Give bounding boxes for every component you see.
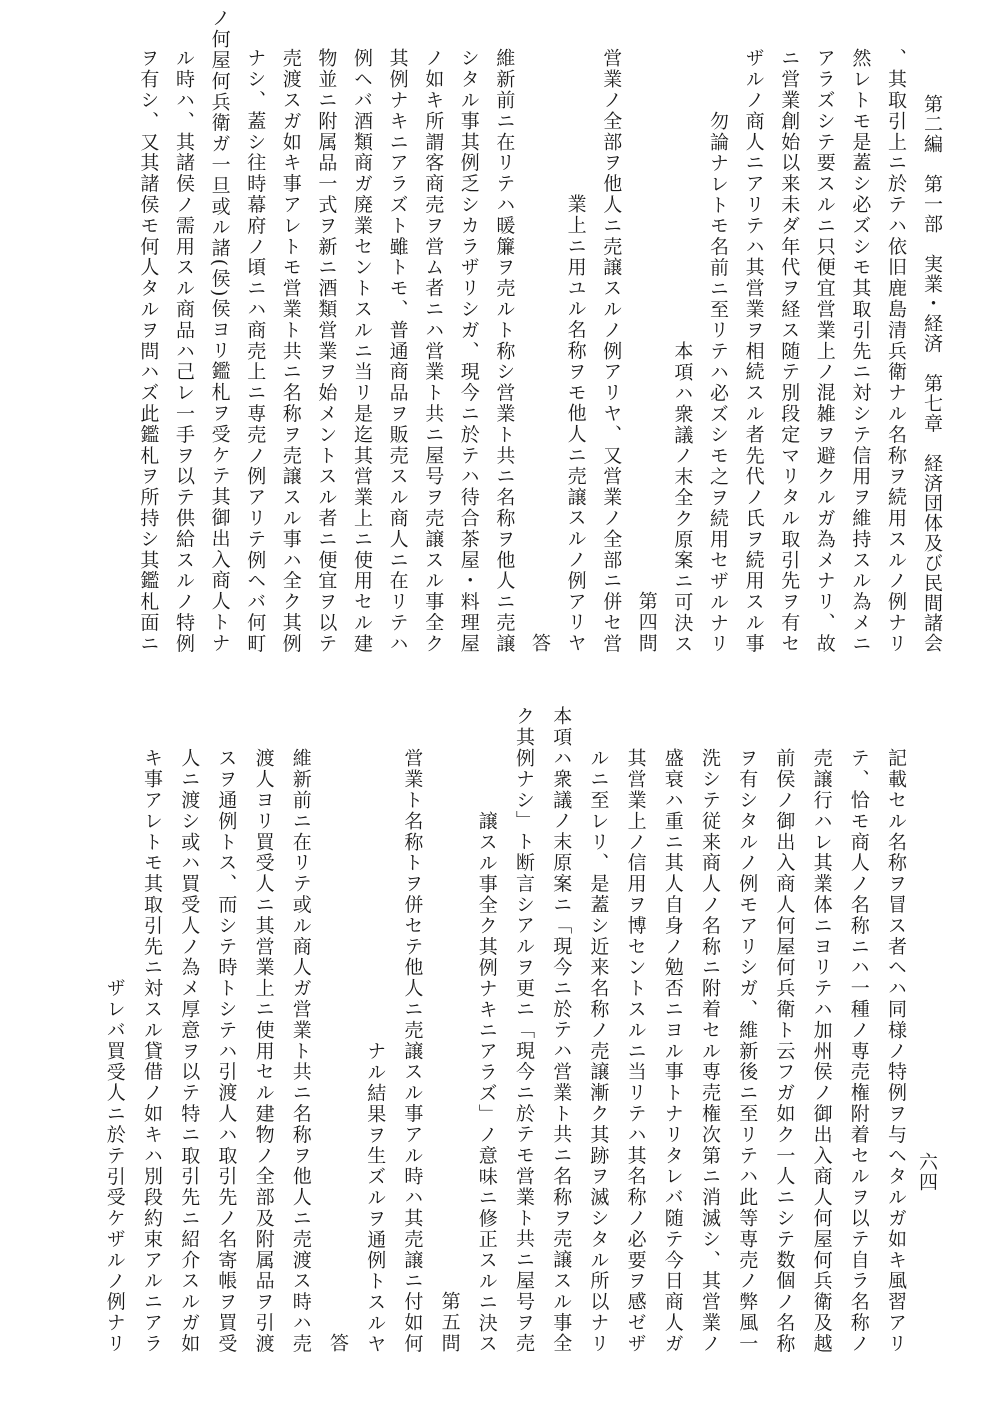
text-column: 売譲行ハレ其業体ニヨリテハ加州侯ノ御出入商人何屋何兵衛及越 [810, 747, 833, 1354]
answer-label: 答 [529, 633, 551, 654]
text-column: 営業ト名称トヲ併セテ他人ニ売譲スル事アル時ハ其売譲ニ付如何 [401, 747, 424, 1354]
text-column: 本項ハ衆議ノ末全ク原案ニ可決ス [671, 340, 694, 654]
text-column: 業上ニ用ユル名称ヲモ他人ニ売譲スルノ例アリヤ [564, 194, 587, 654]
text-column: シタル事其例乏シカラザリシガ、現今ニ於テハ待合茶屋・料理屋 [457, 47, 480, 654]
question-heading: 第五問 [438, 1291, 461, 1354]
text-column: 勿論ナレトモ名前ニ至リテハ必ズシモ之ヲ続用セザルナリ [707, 110, 729, 654]
text-column: 其例ナキニアラズト雖トモ、普通商品ヲ販売スル商人ニ在リテハ [386, 47, 409, 654]
text-column: 本項ハ衆議ノ末原案ニ「現今ニ於テハ営業ト共ニ名称ヲ売譲スル事全 [550, 706, 573, 1354]
text-column: 洗シテ従来商人ノ名称ニ附着セル専売権次第ニ消滅シ、其営業ノ [699, 747, 721, 1354]
text-column: 其取引上ニ於テハ依旧鹿島清兵衛ナル名称ヲ続用スルノ例ナリ、 [885, 47, 907, 654]
text-column: ザレバ買受人ニ於テ引受ケザルノ例ナリ [103, 977, 126, 1354]
text-column: ヲ有シ、又其諸侯モ何人タルヲ問ハズ此鑑札ヲ所持シ其鑑札面ニ [137, 47, 160, 654]
text-column: 例ヘバ酒類商ガ廃業セントスルニ当リ是迄其営業上ニ使用セル建 [351, 47, 373, 654]
question-heading: 第四問 [635, 591, 658, 654]
text-column: 然レトモ是蓋シ必ズシモ其取引先ニ対シテ信用ヲ維持スル為メニ [849, 47, 872, 654]
text-column: 盛衰ハ重ニ其人自身ノ勉否ニヨル事トナリタレバ随テ今日商人ガ [661, 747, 684, 1354]
text-column: ザルノ商人ニアリテハ其営業ヲ相続スル者先代ノ氏ヲ続用スル事 [742, 47, 765, 654]
text-column: ナル結果ヲ生ズルヲ通例トスルヤ [364, 1040, 387, 1354]
text-column: スヲ通例トス、而シテ時トシテハ引渡人ハ取引先ノ名寄帳ヲ買受 [215, 747, 238, 1354]
text-column: アラズシテ要スルニ只便宜営業上ノ混雑ヲ避クルガ為メナリ、故 [813, 47, 836, 654]
text-column: 維新前ニ在リテハ暖簾ヲ売ルト称シ営業ト共ニ名称ヲ他人ニ売譲 [493, 47, 516, 654]
upper-text-block [0, 8, 1003, 654]
text-column: 譲スル事全ク其例ナキニアラズ」ノ意味ニ修正スルニ決ス [475, 810, 498, 1354]
text-column: 売渡スガ如キ事アレトモ営業ト共ニ名称ヲ売譲スル事ハ全ク其例 [279, 47, 302, 654]
text-column: 営業ノ全部ヲ他人ニ売譲スルノ例アリヤ、又営業ノ全部ニ併セ営 [600, 47, 623, 654]
text-column: 維新前ニ在リテ或ル商人ガ営業ト共ニ名称ヲ他人ニ売渡ス時ハ売 [289, 747, 312, 1354]
answer-label: 答 [327, 1333, 349, 1354]
running-head: 第二編 第一部 実業・経済 第七章 経済団体及び民間諸会 [921, 94, 943, 653]
page-number: 六四 [916, 1152, 938, 1192]
text-column: キ事アレトモ其取引先ニ対スル貸借ノ如キハ別段約束アルニアラ [141, 747, 163, 1354]
text-column: ル時ハ、其諸侯ノ需用スル商品ハ己レ一手ヲ以テ供給スルノ特例 [173, 47, 195, 654]
text-column: ク其例ナシ」ト断言シアルヲ更ニ「現今ニ於テモ営業ト共ニ屋号ヲ売 [513, 706, 535, 1354]
text-column: ニ営業創始以来未ダ年代ヲ経ス随テ別段定マリタル取引先ヲ有セ [778, 47, 801, 654]
text-column: 記載セル名称ヲ冒ス者ヘハ同様ノ特例ヲ与ヘタルガ如キ風習アリ [885, 747, 907, 1354]
text-column: ノ如キ所謂客商売ヲ営ム者ニハ営業ト共ニ屋号ヲ売譲スル事全ク [422, 47, 445, 654]
text-column: ルニ至レリ、是蓋シ近来名称ノ売譲漸ク其跡ヲ滅シタル所以ナリ [587, 747, 610, 1354]
text-column: 前侯ノ御出入商人何屋何兵衛ト云フガ如ク一人ニシテ数個ノ名称 [773, 747, 796, 1354]
text-column: ノ何屋何兵衛ガ一旦或ル諸(侯)侯ヨリ鑑札ヲ受ケテ其御出入商人トナ [208, 8, 231, 654]
lower-text-block [0, 706, 1003, 1354]
text-column: ナシ、蓋シ往時幕府ノ頃ニハ商売上ニ専売ノ例アリテ例ヘバ何町 [244, 47, 267, 654]
text-column: 物並ニ附属品一式ヲ新ニ酒類営業ヲ始メントスル者ニ便宜ヲ以テ [315, 47, 338, 654]
text-column: 其営業上ノ信用ヲ博セントスルニ当リテハ其名称ノ必要ヲ感ゼザ [624, 747, 647, 1354]
text-column: ヲ有シタルノ例モアリシガ、維新後ニ至リテハ此等専売ノ弊風一 [736, 747, 759, 1354]
text-column: 渡人ヨリ買受人ニ其営業上ニ使用セル建物ノ全部及附属品ヲ引渡 [252, 747, 275, 1354]
text-column: 人ニ渡シ或ハ買受人ノ為メ厚意ヲ以テ特ニ取引先ニ紹介スルガ如 [178, 747, 201, 1354]
text-column: テ、恰モ商人ノ名称ニハ一種ノ専売権附着セルヲ以テ自ラ名称ノ [847, 747, 870, 1354]
